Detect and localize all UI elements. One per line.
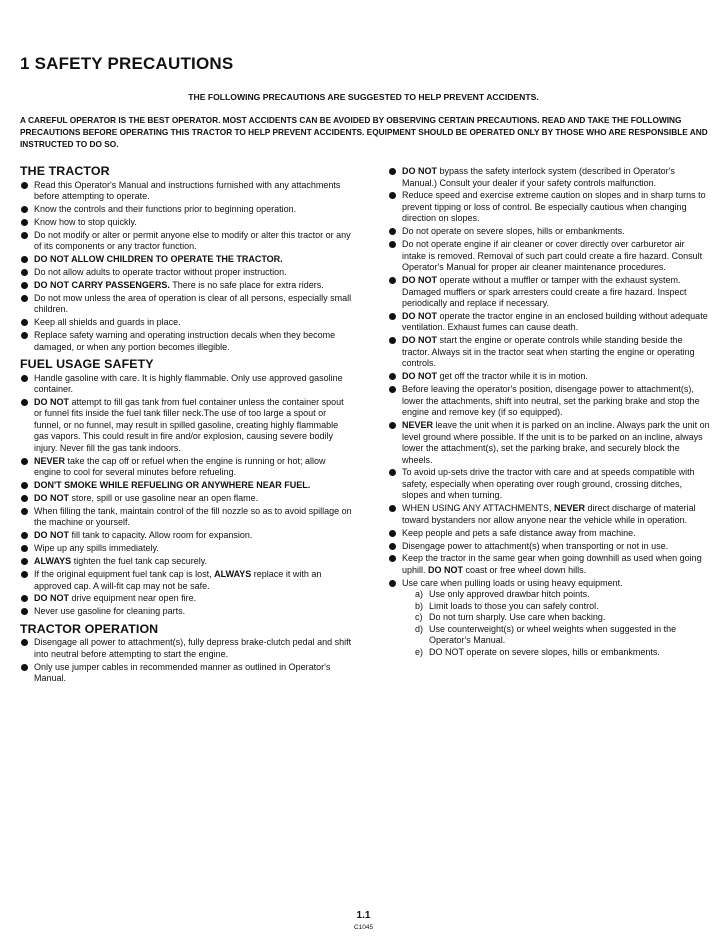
list-item (20, 530, 354, 542)
list-item: Never use gasoline for cleaning parts. (20, 606, 354, 618)
emphasis: DO NOT (402, 335, 437, 346)
emphasis: NEVER (554, 503, 586, 514)
list-item (388, 578, 710, 659)
list-item: Do not operate on severe slopes, hills or embankments. (388, 226, 710, 238)
left-column (20, 166, 354, 686)
sub-text: Use only approved drawbar hitch points. (429, 589, 590, 600)
list-item: Before leaving the operator's position, disengage power to attachment(s), lower the attachments, shift into neutral, set the parking brake and stop the engine and remove key (if so equipped). (388, 384, 710, 419)
item-text: attempt to fill gas tank from fuel container unless the container spout or funnel fits inside the fuel tank filler neck.The use of too large a spout or funnel, or no funnel, may result in spilled gasoline, creating highly flammable gas vapors. This could result in fire and/or explosion, causing severe bodily injury. Never fill the gas tank indoors. (34, 396, 344, 453)
section-heading-fuel: FUEL USAGE SAFETY (20, 357, 154, 372)
emphasis: DO NOT (402, 275, 437, 286)
list-item: Only use jumper cables in recommended manner as outlined in Operator's Manual. (20, 662, 354, 685)
emphasis: DO NOT (402, 166, 437, 176)
list-item: To avoid up-sets drive the tractor with care and at speeds compatible with safety, especially when operating over rough ground, crossing ditches, slopes and when turning. (388, 467, 710, 502)
emphasis: DO NOT CARRY PASSENGERS. (34, 279, 170, 290)
list-item: Know the controls and their functions prior to beginning operation. (20, 204, 354, 216)
item-text: If the original equipment fuel tank cap is lost, (34, 569, 215, 580)
list-item: DON'T SMOKE WHILE REFUELING OR ANYWHERE NEAR FUEL. (20, 480, 354, 492)
sub-marker: d) (415, 623, 424, 634)
item-text: leave the unit when it is parked on an incline. Always park the unit on level ground where possible. If the unit is to be parked on an incline, always lower the attachment(s), set the parking brake, and securely block the wheels. (402, 420, 710, 465)
list-item: Disengage all power to attachment(s), fully depress brake-clutch pedal and shift into neutral before attempting to start the engine. (20, 637, 354, 660)
intro-paragraph: A CAREFUL OPERATOR IS THE BEST OPERATOR. MOST ACCIDENTS CAN BE AVOIDED BY OBSERVING CERTAIN PRECAUTIONS. READ AND TAKE THE FOLLOWING PRECAUTIONS BEFORE OPERATING THIS TRACTOR TO HELP PREVENT ACCIDENTS. EQUIPMENT SHOULD BE OPERATED ONLY BY THOSE WHO ARE RESPONSIBLE AND INSTRUCTED TO DO SO. (20, 115, 708, 149)
item-text: get off the tractor while it is in motion. (437, 371, 588, 382)
item-text: WHEN USING ANY ATTACHMENTS, (402, 503, 555, 514)
list-item: Wipe up any spills immediately. (20, 543, 354, 555)
list-item: Know how to stop quickly. (20, 217, 354, 229)
emphasis: DO NOT (34, 593, 69, 604)
list-item (388, 553, 710, 576)
page-number: 1.1 (356, 910, 371, 921)
page-title: 1 SAFETY PRECAUTIONS (20, 54, 234, 73)
list-item: Do not modify or alter or permit anyone else to modify or alter this tractor or any of its components or any tractor function. (20, 230, 354, 253)
emphasis: ALWAYS (214, 569, 252, 580)
list-item (388, 166, 710, 189)
item-text: take the cap off or refuel when the engine is running or hot; allow engine to cool for several minutes before refueling. (34, 455, 326, 478)
list-item (20, 397, 354, 455)
tractor-list (20, 180, 354, 354)
sub-marker: b) (415, 600, 424, 611)
section-heading-operation: TRACTOR OPERATION (20, 621, 159, 636)
sub-text: Use counterweight(s) or wheel weights when suggested in the Operator's Manual. (429, 623, 677, 646)
list-item (388, 503, 710, 526)
list-item: Reduce speed and exercise extreme caution on slopes and in sharp turns to prevent tipping or loss of control. Be especially cautious when changing direction on slopes. (388, 190, 710, 225)
emphasis: DO NOT (34, 493, 69, 504)
item-text: Keep the tractor in the same gear when going downhill as used when going uphill. (402, 553, 702, 575)
sub-text: Limit loads to those you can safely control. (429, 600, 599, 611)
list-item (388, 311, 710, 334)
item-text: store, spill or use gasoline near an open flame. (69, 493, 259, 504)
sub-text: DO NOT operate on severe slopes, hills or embankments. (429, 646, 660, 657)
sub-list-item (415, 612, 710, 624)
list-item: DO NOT ALLOW CHILDREN TO OPERATE THE TRACTOR. (20, 254, 354, 266)
sub-text: Do not turn sharply. Use care when backing. (429, 612, 606, 623)
sub-list-item (415, 601, 710, 613)
item-text: drive equipment near open fire. (69, 593, 197, 604)
list-item: Do not operate engine if air cleaner or cover directly over carburetor air intake is removed. Removal of such part could create a fire hazard. Consult Operator's Manual for proper air cleaner maintenance procedures. (388, 239, 710, 274)
list-item (388, 371, 710, 383)
list-item (388, 335, 710, 370)
list-item (388, 275, 710, 310)
emphasis: NEVER (402, 420, 434, 431)
list-item (20, 280, 354, 292)
list-item: Replace safety warning and operating instruction decals when they become damaged, or when any portion becomes illegible. (20, 330, 354, 353)
item-text: There is no safe place for extra riders. (169, 279, 324, 290)
list-item: Keep all shields and guards in place. (20, 317, 354, 329)
sub-list-item (415, 624, 710, 647)
operation-list-continued (388, 166, 710, 658)
sub-marker: c) (415, 612, 423, 623)
item-text: bypass the safety interlock system (described in Operator's Manual.) Consult your dealer if your safety controls malfunction. (402, 166, 675, 188)
list-item (20, 593, 354, 605)
list-item: Do not mow unless the area of operation is clear of all persons, especially small children. (20, 293, 354, 316)
list-item: Handle gasoline with care. It is highly flammable. Only use approved gasoline container. (20, 373, 354, 396)
item-text: fill tank to capacity. Allow room for expansion. (69, 530, 253, 541)
emphasis: DO NOT (402, 310, 437, 321)
document-code: C1045 (353, 924, 374, 931)
item-text: Use care when pulling loads or using heavy equipment. (402, 577, 623, 588)
list-item (20, 556, 354, 568)
sub-marker: e) (415, 646, 424, 657)
section-heading-tractor: THE TRACTOR (20, 164, 110, 178)
item-text: replace it with an approved cap. A will-fit cap may not be safe. (34, 569, 322, 591)
list-item (20, 569, 354, 592)
emphasis: DO NOT (34, 530, 69, 541)
sub-list-item (415, 647, 710, 659)
item-text: start the engine or operate controls while standing beside the tractor. Always sit in the tractor seat when starting the engine or operating controls. (402, 335, 695, 369)
item-text: coast or free wheel down hills. (463, 564, 587, 575)
list-item: Disengage power to attachment(s) when transporting or not in use. (388, 541, 710, 553)
list-item: Read this Operator's Manual and instructions furnished with any attachments before attempting to operate. (20, 180, 354, 203)
right-column (388, 166, 710, 660)
list-item (20, 456, 354, 479)
emphasis: ALWAYS (34, 556, 72, 567)
operation-list (20, 637, 354, 684)
item-text: direct discharge of material toward bystanders nor allow anyone near the vehicle while in operation. (402, 503, 696, 525)
page-subtitle: THE FOLLOWING PRECAUTIONS ARE SUGGESTED TO HELP PREVENT ACCIDENTS. (188, 92, 539, 102)
emphasis: DO NOT (34, 396, 69, 407)
emphasis: NEVER (34, 455, 66, 466)
list-item (20, 493, 354, 505)
item-text: tighten the fuel tank cap securely. (71, 556, 208, 567)
list-item: Keep people and pets a safe distance away from machine. (388, 528, 710, 540)
list-item: When filling the tank, maintain control of the fill nozzle so as to avoid spillage on the machine or yourself. (20, 506, 354, 529)
sub-list (402, 589, 710, 658)
item-text: operate the tractor engine in an enclosed building without adequate ventilation. Exhaust fumes can cause death. (402, 310, 708, 333)
item-text: operate without a muffler or tamper with the exhaust system. Damaged mufflers or spark arresters could create a fire hazard. Inspect periodically and replace if necessary. (402, 275, 687, 309)
emphasis: DO NOT (428, 564, 464, 575)
emphasis: DO NOT (402, 371, 437, 382)
list-item: Do not allow adults to operate tractor without proper instruction. (20, 267, 354, 279)
fuel-list (20, 373, 354, 618)
list-item (388, 420, 710, 466)
sub-list-item (415, 589, 710, 601)
sub-marker: a) (415, 589, 424, 600)
